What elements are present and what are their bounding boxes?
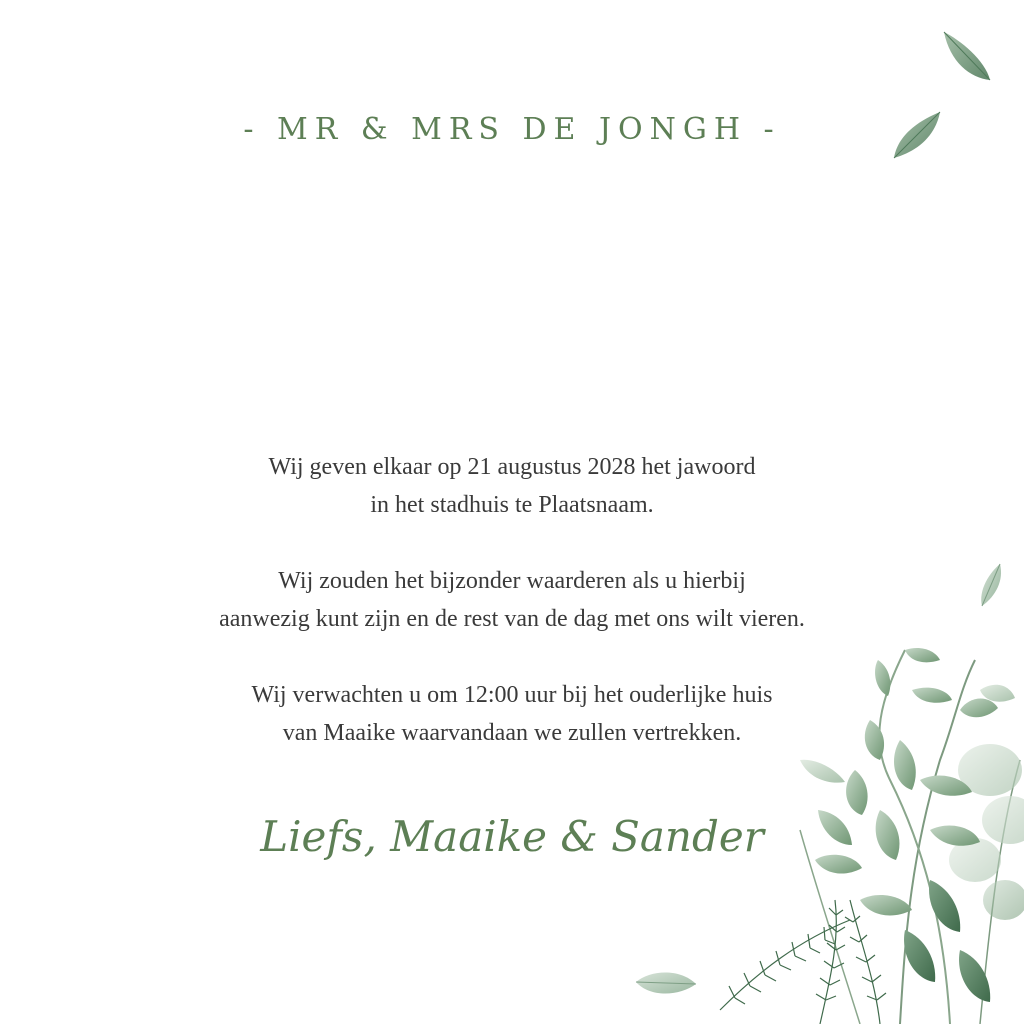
paragraph-meeting-point xyxy=(0,676,1024,752)
text-line: in het stadhuis te Plaatsnaam. xyxy=(370,492,654,518)
invitation-text xyxy=(0,448,1024,752)
text-line: Wij verwachten u om 12:00 uur bij het ouderlijke huis xyxy=(251,682,773,708)
paragraph-invitation xyxy=(0,562,1024,638)
text-line: van Maaike waarvandaan we zullen vertrekken. xyxy=(282,720,742,746)
couple-heading: - MR & MRS DE JONGH - xyxy=(243,112,781,147)
text-line: Wij zouden het bijzonder waarderen als u hierbij xyxy=(278,568,746,594)
text-line: Wij geven elkaar op 21 augustus 2028 het jawoord xyxy=(268,454,756,480)
paragraph-ceremony xyxy=(0,448,1024,524)
text-line: aanwezig kunt zijn en de rest van de dag met ons wilt vieren. xyxy=(219,606,805,632)
signature: Liefs, Maaike & Sander xyxy=(260,812,764,861)
